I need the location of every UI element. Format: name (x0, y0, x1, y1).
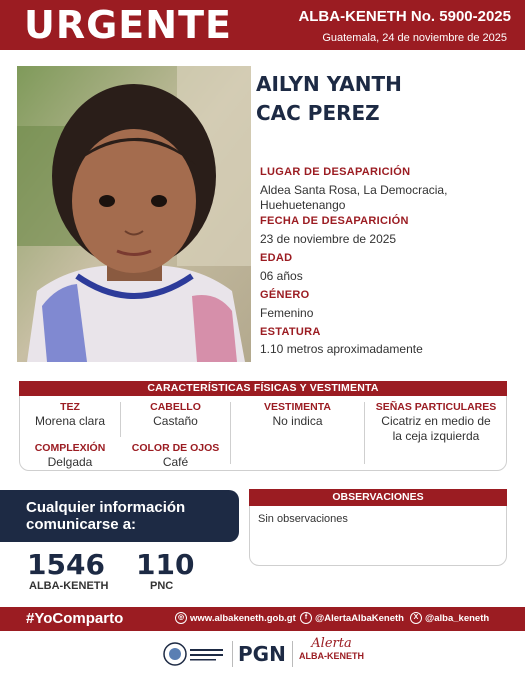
phone-alba-keneth-label: ALBA-KENETH (29, 580, 109, 592)
x-icon: X (410, 612, 422, 624)
facebook-icon: f (300, 612, 312, 624)
tez-label: TEZ (60, 401, 80, 413)
alerta-alba-keneth-logo (299, 638, 364, 662)
hashtag: #YoComparto (26, 610, 124, 627)
alerta-logo-line2: ALBA-KENETH (299, 651, 364, 661)
pgn-logo: PGN (238, 642, 286, 666)
location-label: LUGAR DE DESAPARICIÓN (260, 166, 411, 178)
phone-alba-keneth[interactable]: 1546 (27, 548, 105, 581)
guatemala-emblem-icon (163, 640, 225, 668)
vestimenta-value: No indica (272, 414, 323, 428)
senas-value-line1: Cicatriz en medio de (381, 414, 491, 428)
place-date: Guatemala, 24 de noviembre de 2025 (322, 32, 507, 44)
cabello-value: Castaño (153, 414, 198, 428)
senas-value-line2: la ceja izquierda (392, 429, 480, 443)
age-label: EDAD (260, 252, 293, 264)
person-name (256, 70, 516, 128)
contact-line-1: Cualquier información (26, 499, 186, 516)
contact-line-2: comunicarse a: (26, 516, 137, 533)
website-text: www.albakeneth.gob.gt (190, 613, 296, 624)
observations-text: Sin observaciones (258, 513, 348, 525)
x-text: @alba_keneth (425, 613, 490, 624)
alert-code: ALBA-KENETH No. 5900-2025 (298, 8, 511, 25)
child-portrait-icon (17, 66, 251, 362)
location-value-line2: Huehuetenango (260, 198, 346, 212)
facebook-link[interactable] (300, 607, 404, 631)
eye-color-label: COLOR DE OJOS (131, 442, 220, 454)
characteristics-title: CARACTERÍSTICAS FÍSICAS Y VESTIMENTA (19, 381, 507, 396)
location-value-line1: Aldea Santa Rosa, La Democracia, (260, 183, 448, 197)
x-link[interactable] (410, 607, 489, 631)
urgent-title: URGENTE (24, 3, 232, 47)
tez-value: Morena clara (34, 414, 106, 428)
height-value: 1.10 metros aproximadamente (260, 342, 423, 356)
name-line-2: CAC PEREZ (256, 101, 380, 125)
missing-person-photo (17, 66, 251, 362)
senas-label: SEÑAS PARTICULARES (375, 401, 497, 413)
complexion-label: COMPLEXIÓN (34, 442, 106, 454)
phone-pnc[interactable]: 110 (136, 548, 195, 581)
date-label: FECHA DE DESAPARICIÓN (260, 215, 409, 227)
website-link[interactable] (175, 607, 296, 631)
cabello-label: CABELLO (150, 401, 201, 413)
logo-divider (292, 641, 293, 667)
gender-label: GÉNERO (260, 289, 310, 301)
age-value: 06 años (260, 269, 303, 283)
alerta-logo-line1: Alerta (311, 636, 352, 651)
complexion-value: Delgada (47, 455, 93, 469)
eye-color-value: Café (162, 455, 189, 469)
gender-value: Femenino (260, 306, 314, 320)
vestimenta-label: VESTIMENTA (264, 401, 331, 413)
date-value: 23 de noviembre de 2025 (260, 232, 397, 246)
government-logo (163, 640, 225, 668)
height-label: ESTATURA (260, 326, 321, 338)
globe-icon: ◎ (175, 612, 187, 624)
contact-text (26, 499, 185, 533)
phone-pnc-label: PNC (150, 580, 174, 592)
facebook-text: @AlertaAlbaKeneth (315, 613, 404, 624)
observations-title: OBSERVACIONES (249, 489, 507, 506)
name-line-1: AILYN YANTH (256, 72, 402, 96)
logo-divider (232, 641, 233, 667)
